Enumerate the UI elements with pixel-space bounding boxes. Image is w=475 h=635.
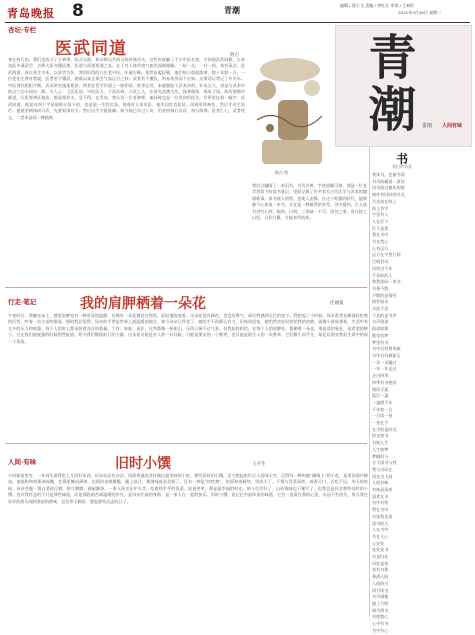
lower-tag: 行走·笔记	[8, 298, 37, 306]
poem-line: 灯下是我	[372, 225, 389, 231]
poem-line: 月光落在纸上	[372, 198, 397, 204]
masthead-label: 雷雨	[422, 123, 433, 129]
poem-line: 我在书中	[372, 232, 389, 238]
poem-line: 书中有我	[372, 500, 389, 506]
poem-line: 一卷在手	[372, 420, 389, 426]
poem-line: 我读书，也被书读	[372, 172, 405, 177]
poem-line: 一页一页翻过	[372, 359, 397, 365]
poem-line: 人生如梦	[372, 446, 389, 452]
poem-line: 人在书中	[372, 527, 389, 533]
poem-line: 心中有书	[372, 621, 389, 627]
poem-line: 人在灯下	[372, 218, 389, 224]
poem-label: 我们的书架	[392, 164, 412, 169]
poem-line: 走过四季	[372, 373, 389, 379]
poem-line: 梦醒时分	[372, 453, 389, 459]
poem-line: 在手的是时光	[372, 426, 397, 432]
bottom-tag: 人间·有味	[8, 458, 37, 466]
poem-title: 书	[396, 152, 409, 166]
poem-line: 清欢在书	[372, 493, 389, 499]
poem-line: 明月照书	[372, 607, 389, 613]
poem-line: 梦里有书	[372, 339, 389, 345]
poem-line: 书读我也读	[372, 513, 393, 519]
masthead-sub-tag: 人间有味	[442, 123, 463, 129]
poem-line: 四季有书相伴	[372, 379, 397, 385]
poem-line: 读书的人	[372, 520, 389, 526]
poem-line: 一日读一卷	[372, 413, 393, 419]
poem-line: 四月读书	[372, 587, 389, 593]
poem-line: 书声满楼	[372, 594, 389, 600]
masthead-block	[335, 25, 472, 147]
poem-line: 时光如书	[372, 433, 389, 439]
poem-line: 书中有心	[372, 627, 389, 633]
poem-line: 不散的是情怀	[372, 292, 397, 298]
poem-line: 千年前的人	[372, 272, 393, 278]
poem-line: 人间四月	[372, 580, 389, 586]
date-line: 2021年9月28日 星期二	[398, 10, 442, 15]
poem-line: 河水流过童年的窗	[372, 185, 405, 191]
poem-line: 书如人生	[372, 440, 389, 446]
column-tag: 杏坛·专栏	[8, 26, 37, 34]
poem-line: 分不清书与我	[372, 460, 397, 466]
section-divider-2	[5, 443, 367, 444]
poem-line: 同在这人间	[372, 473, 393, 479]
poem-line: 处处是书	[372, 547, 389, 553]
illustration	[252, 50, 332, 175]
poem-line: 情怀如水	[372, 299, 389, 305]
bottom-author: 王开生	[252, 462, 266, 467]
editor-line: 编辑 / 贾小飞 美编 / 李红芬 审读 / 王林红	[340, 3, 415, 8]
poem-line: 书中自有颜如玉	[372, 352, 401, 358]
poem-line: 歌里有梦	[372, 332, 389, 338]
bottom-title: 旧时小馔	[115, 456, 171, 472]
column-divider	[369, 147, 370, 617]
masthead-big-title: 青潮	[360, 32, 416, 136]
masthead-logo: 青岛晚报	[7, 7, 55, 20]
poem-line: 风吹过千年	[372, 265, 393, 271]
poem-line: 不息的是书声	[372, 312, 397, 318]
poem-line: 我在书中	[372, 507, 389, 513]
page-number: 8	[72, 1, 84, 21]
poem-line: 书在我心	[372, 239, 389, 245]
poem-line: 琅琅如歌	[372, 326, 389, 332]
poem-line: 书声琅琅	[372, 319, 389, 325]
poem-line: 香满人间	[372, 574, 389, 580]
poem-line: 纸上有字	[372, 205, 389, 211]
poem-line: 家有书香	[372, 567, 389, 573]
section-divider	[5, 287, 367, 288]
lower-title: 我的肩胛栖着一朵花	[80, 296, 206, 312]
poem-line: 行间有风	[372, 259, 389, 265]
poem-line: 书照我心	[372, 614, 389, 620]
article-author: 阿占	[230, 53, 239, 58]
section-name: 青潮	[224, 5, 240, 15]
poem-line: 书中自有黄金屋	[372, 346, 401, 352]
poem-line: 远方在字里行间	[372, 252, 401, 258]
lower-author: 任丽曼	[330, 301, 344, 306]
poem-line: 孤灯一盏	[372, 393, 389, 399]
poem-lines	[372, 172, 468, 633]
poem-line: 书香不散	[372, 285, 389, 291]
poem-line: 水流不息	[372, 306, 389, 312]
poem-line: 人间有味	[372, 480, 389, 486]
poem-line: 窗外有旧时的月光	[372, 192, 405, 198]
poem-line: 字里有人	[372, 212, 389, 218]
poem-line: 和我读同一本书	[372, 279, 401, 285]
middle-body: 我近日翻阅了一本旧书，书页泛黄，字迹依稀可辨。那是一位老学者留下的读书笔记，里面记载了许多有关古代医学与武术的趣闻轶事。读书使人明智，也使人安静。在这个喧嚣的时代，能够静下心来读一本书，实在是一种难得的享受。书中提到，古人读书讲究心到、眼到、口到，三者缺一不可。读书之道，贵在持之以恒，日积月累，方能有所收获。	[252, 183, 367, 221]
poem-line: 我与书同在	[372, 466, 393, 472]
article-body: 身在药行的，我们也练习了少林拳，陈式太极，和众师兄共同习练传统功夫。这些年接触了不少中医名家，才知道医武同源，古来良医多通武学，名师大医亦懂医理。医道与武道相通之处，在于对人体经络气血的深刻理解，一招一式，一针一药，皆有章法。医武两道，皆以养生为本，以济世为怀。我所识得的几位老中医，年逾古稀，依然步履轻健，他们每日晨起练拳，数十年如一日。一位老先生曾对我说，医者若不懂武，便难以真正体会气血运行之妙；武者若不懂医，则易伤身而不自知。这番话让我记了许多年。中医讲究阴阳平衡，武术讲究刚柔相济，两者在哲学层面上一脉相承。推拿正骨，本就脱胎于武术伤科；针灸点穴，更是与武术中的点穴功夫同出一源。古人云：上医医国，中医医人，下医医病。习武之人，亦讲究武德为先，强身健体，保家卫国。练功要循序渐进，行医要辨证施治，都是慢功夫，急不得。在青岛，我认识一位老拳师，他同时也是一位骨伤科医生，诊所里挂着一幅字：医武同道。他说这四个字是他师父留下的，也是他一生的信条。每逢有人来求医，他先问饮食起居，再观形体神色，然后才动手治疗。他说治病如同习武，先要看清对手，然后出手才能准确。如今他已年过八旬，仍坚持每日出诊，每日练拳。医者仁心，武者侠义，二者本是同一种精神。	[8, 57, 245, 120]
illustration-caption: 阿占 绘	[275, 170, 289, 175]
poem-line: 归处是家	[372, 560, 389, 566]
article-title: 医武同道	[55, 39, 127, 59]
header-rule	[5, 22, 470, 23]
poem-line: 相伴不孤	[372, 386, 389, 392]
poem-line: 千年如一日	[372, 406, 393, 412]
poem-line: 书页间藏着一条河	[372, 178, 405, 184]
bottom-body: 小时候家里穷，一年到头难得吃上几回好东西。但母亲总有办法，用最普通的食材做出最美味的小吃。那些旧时的小馔，至今想起来仍让人回味无穷。记得有一种叫做“糊塌子”的小吃，是用西葫芦擦丝，加面粉和鸡蛋调成糊，在锅里摊成薄饼。出锅时金黄酥脆，蘸上蒜汁，那滋味真是美极了。还有一种是“炒疙瘩”，把面和成硬块，切成小丁，下锅与青菜同炒，咸香可口，百吃不厌。冬天的时候，母亲会做一锅白菜炖豆腐，热气腾腾，满屋飘香。一家人围坐在炉火旁，吃着热乎乎的饭菜，说说笑笑，那是最幸福的时光。如今生活好了，山珍海味也不稀罕了，但我总是怀念那些旧时的小馔。也许我怀念的不只是那些味道，而是那段艰苦却温暖的岁月，是母亲忙碌的身影，是一家人在一起的快乐。旧时小馔，是记忆中最珍贵的味道，它会一直留在我的心里，永远不会消失。每当我在异乡的街头闻到类似的香味，总会停下脚步，想起那些远去的日子。	[8, 473, 368, 504]
illustration-art	[252, 50, 332, 175]
poem-line: 书是归处	[372, 554, 389, 560]
poem-line: 书在人心	[372, 533, 389, 539]
poem-line: 一年一年走过	[372, 366, 397, 372]
poem-line: 一盏照千年	[372, 399, 393, 405]
lower-body: 午夜时分，我躺在床上，感觉肩胛处有一种奇异的温暖，仿佛有一朵花栖息在那里，轻轻地绽放着。这朵花没有颜色，也没有香气，却让我感到无比的安宁。我想起了小时候，母亲常常在睡前轻拍我的后背，哼着一首古老的歌谣。那时我总觉得，母亲的手掌是世界上最温暖的地方。如今母亲已经老了，她的手不再那么有力，但每次回家，她仍然会轻轻拍拍我的肩膀，就像小时候那样。生活中有太多的压力和疲惫，每个人的肩上都承担着各自的重量。工作、家庭、责任，这些都像一座座山，压得人喘不过气来。但我始终相信，在每个人的肩胛处，都栖着一朵花，那是爱的象征，是希望的种子。它在我们最疲惫的时候悄然绽放，给予我们继续前行的力量。这朵花可能是亲人的一句问候，可能是朋友的一个微笑，也可能是陌生人的一次善举。它们微小而平凡，却足以照亮我们生命中的每一个角落。	[8, 313, 368, 344]
poem-line: 心有远方	[372, 245, 389, 251]
poem-line: 楼上月明	[372, 601, 389, 606]
poem-line: 有味是清欢	[372, 487, 393, 493]
poem-line: 心安处	[372, 540, 385, 546]
